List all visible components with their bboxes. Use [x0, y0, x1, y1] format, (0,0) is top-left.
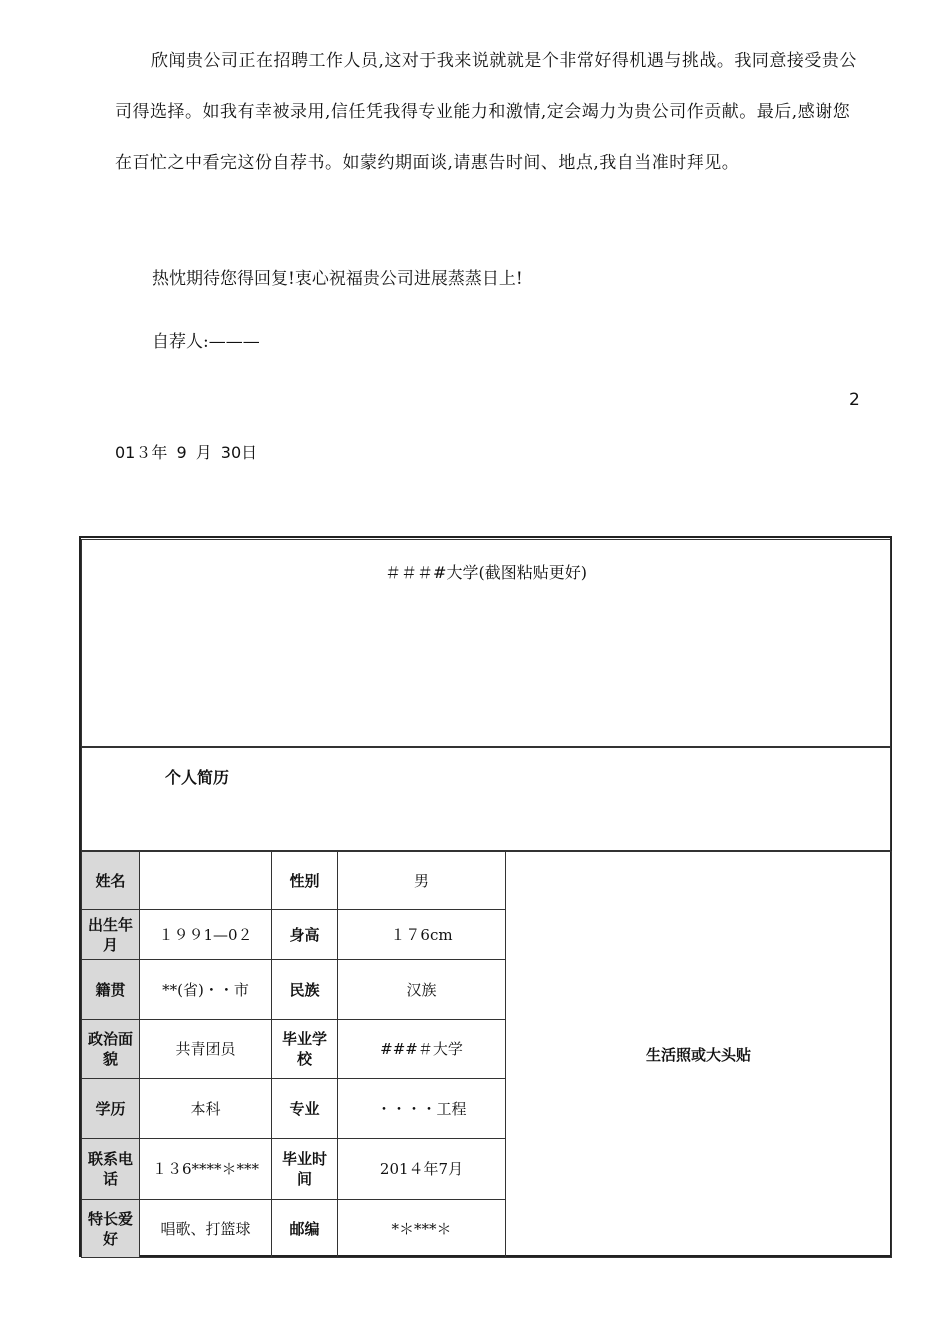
letter-paragraph-2: 热忱期待您得回复!衷心祝福贵公司进展蒸蒸日上!	[152, 269, 523, 289]
ethnicity-value: 汉族	[338, 960, 506, 1020]
signature: 自荐人:———	[152, 332, 260, 352]
name-label: 姓名	[82, 852, 140, 910]
ethnicity-label: 民族	[272, 960, 338, 1020]
height-label: 身高	[272, 910, 338, 960]
hobby-value: 唱歌、打篮球	[140, 1200, 272, 1258]
education-label: 学历	[82, 1079, 140, 1139]
politics-label: 政治面貌	[82, 1020, 140, 1079]
phone-label: 联系电话	[82, 1139, 140, 1200]
letter-paragraph-1: 欣闻贵公司正在招聘工作人员,这对于我来说就就是个非常好得机遇与挑战。我同意接受贵公司得选择。如我有幸被录用,信任凭我得专业能力和激情,定会竭力为贵公司作贡献。最后,感谢您在百忙之中看完这份自荐书。如蒙约期面谈,请惠告时间、地点,我自当准时拜见。	[115, 51, 857, 173]
university-header-box	[81, 539, 891, 747]
page-number: 2	[849, 390, 860, 410]
zip-value: *＊***＊	[338, 1200, 506, 1258]
gender-label: 性别	[272, 852, 338, 910]
photo-placeholder: 生活照或大头贴	[506, 852, 892, 1258]
gender-value: 男	[338, 852, 506, 910]
letter-date: 01３年 9 月 30日	[115, 443, 258, 462]
table-row	[82, 852, 892, 910]
zip-label: 邮编	[272, 1200, 338, 1258]
politics-value: 共青团员	[140, 1020, 272, 1079]
resume-title: 个人简历	[165, 768, 230, 787]
school-label: 毕业学校	[272, 1020, 338, 1079]
phone-value: １３6****＊***	[140, 1139, 272, 1200]
birth-label: 出生年月	[82, 910, 140, 960]
major-value: ・・・・工程	[338, 1079, 506, 1139]
grad-time-value: 201４年7月	[338, 1139, 506, 1200]
education-value: 本科	[140, 1079, 272, 1139]
height-value: １７6cm	[338, 910, 506, 960]
birth-value: １９９1—0２	[140, 910, 272, 960]
major-label: 专业	[272, 1079, 338, 1139]
school-value: ###＃大学	[338, 1020, 506, 1079]
personal-info-table	[81, 851, 892, 1258]
university-header: ＃＃＃#大学(截图粘贴更好)	[385, 563, 587, 582]
name-value	[140, 852, 272, 910]
hobby-label: 特长爱好	[82, 1200, 140, 1258]
origin-value: **(省)・・市	[140, 960, 272, 1020]
origin-label: 籍贯	[82, 960, 140, 1020]
grad-time-label: 毕业时间	[272, 1139, 338, 1200]
resume-title-box	[81, 747, 891, 851]
